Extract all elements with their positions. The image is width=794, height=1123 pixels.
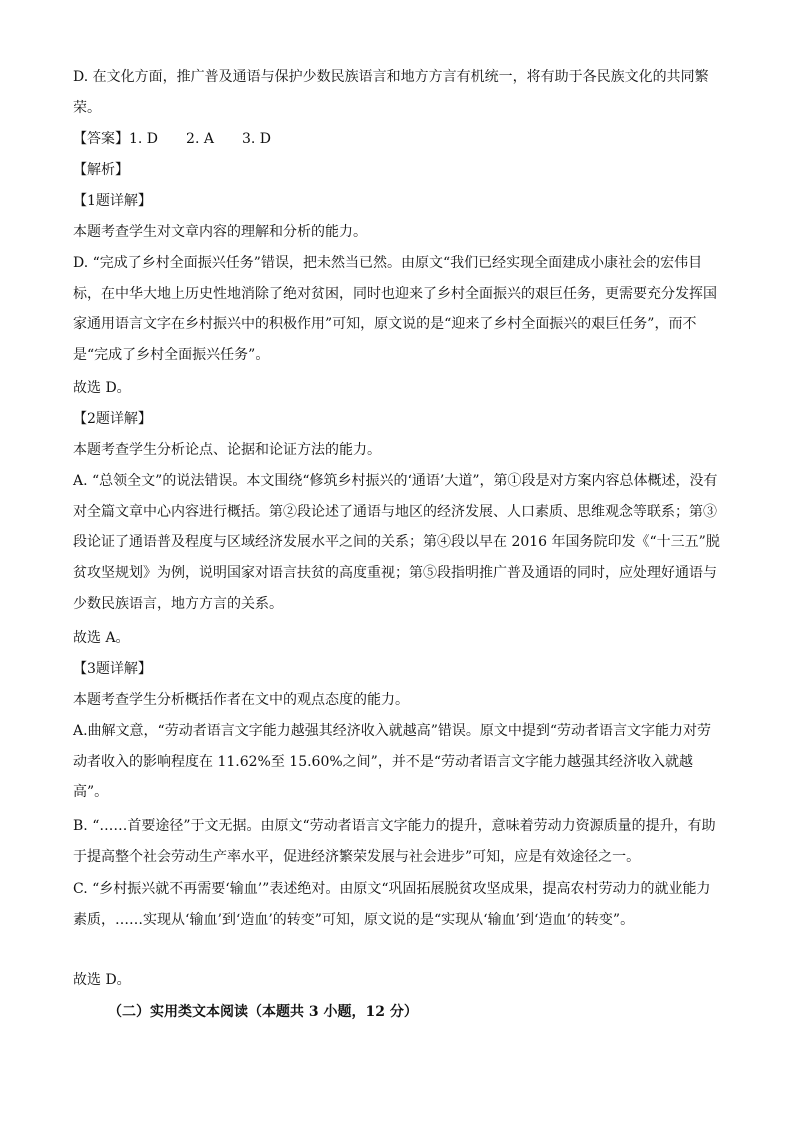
- q3-choice: 故选 D。: [73, 972, 131, 988]
- q2-choice: 故选 A。: [73, 630, 130, 646]
- q1-body: D. “完成了乡村全面振兴任务”错误，把未然当已然。由原文“我们已经实现全面建成小康社会的宏伟目标，在中华大地上历史性地消除了绝对贫困，同时也迎来了乡村全面振兴的艰巨任务，更需要充分发挥国家通用语言文字在乡村振兴中的积极作用”可知，原文说的是“迎来了乡村全面振兴的艰巨任务”，而不是“完成了乡村全面振兴任务”。: [73, 255, 717, 364]
- q2-heading: 【2题详解】: [73, 411, 152, 427]
- q1-intro: 本题考查学生对文章内容的理解和分析的能力。: [73, 224, 367, 240]
- q2-intro: 本题考查学生分析论点、论据和论证方法的能力。: [73, 442, 381, 458]
- q3-item-b: B. “……首要途径”于文无据。由原文“劳动者语言文字能力的提升，意味着劳动力资源质量的提升，有助于提高整个社会劳动生产率水平，促进经济繁荣发展与社会进步”可知，应是有效途径之一。: [73, 818, 716, 865]
- answer-1: 1. D: [129, 131, 159, 147]
- q3-item-c: C. “乡村振兴就不再需要‘输血’”表述绝对。由原文“巩固拓展脱贫攻坚成果，提高农村劳动力的就业能力素质，……实现从‘输血’到‘造血’的转变”可知，原文说的是“实现从‘输血’到‘造血’的转变”。: [73, 881, 711, 928]
- answer-3: 3. D: [241, 131, 272, 147]
- q2-body: A. “总领全文”的说法错误。本文围绕“修筑乡村振兴的‘通语’大道”，第①段是对方案内容总体概述，没有对全篇文章中心内容进行概括。第②段论述了通语与地区的经济发展、人口素质、思维观念等联系；第③段论证了通语普及程度与区域经济发展水平之间的关系；第④段以早在 2016 年国务院印发《“十三五”脱贫攻坚规划》为例，说明国家对语言扶贫的高度重视；第⑤段指明推广普及通语的同时，应处理好通语与少数民族语言，地方方言的关系。: [73, 473, 720, 612]
- analysis-label: 【解析】: [73, 162, 129, 178]
- q3-heading: 【3题详解】: [73, 661, 152, 677]
- q3-intro: 本题考查学生分析概括作者在文中的观点态度的能力。: [73, 692, 409, 708]
- answer-2: 2. A: [186, 131, 214, 147]
- section-title: （二）实用类文本阅读（本题共 3 小题，12 分）: [108, 1004, 418, 1020]
- answer-line: [73, 129, 271, 149]
- q1-choice: 故选 D。: [73, 380, 131, 396]
- q3-item-a: A.曲解文意，“劳动者语言文字能力越强其经济收入就越高”错误。原文中提到“劳动者语言文字能力对劳动者收入的影响程度在 11.62%至 15.60%之间”，并不是“劳动者语言文字能力越强其经济收入就越高”。: [73, 723, 712, 801]
- answer-label: 【答案】: [73, 131, 129, 147]
- q1-heading: 【1题详解】: [73, 193, 152, 209]
- option-d-paragraph: D. 在文化方面，推广普及通语与保护少数民族语言和地方方言有机统一，将有助于各民族文化的共同繁荣。: [73, 69, 709, 116]
